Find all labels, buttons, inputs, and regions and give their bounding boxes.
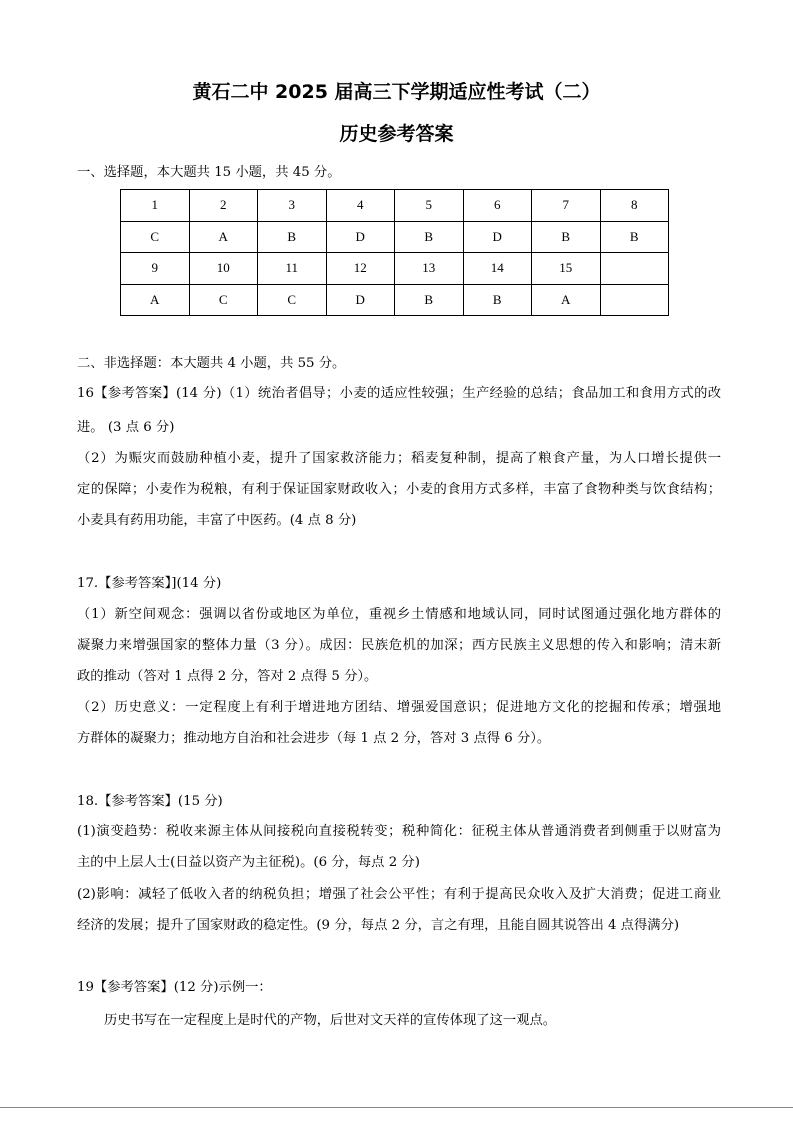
answer-cell: C	[121, 221, 190, 253]
question-number-cell: 15	[532, 253, 601, 285]
answer-cell	[600, 284, 669, 316]
question-number-row	[121, 253, 669, 285]
answer-cell: B	[463, 284, 532, 316]
answer-cell: B	[532, 221, 601, 253]
answer-cell: C	[258, 284, 327, 316]
question-number-cell: 2	[189, 190, 258, 222]
q16-line-1: 16【参考答案】(14 分)（1）统治者倡导；小麦的适应性较强；生产经验的总结；食品加工和食用方式的改	[77, 386, 721, 401]
q18-heading: 18.【参考答案】(15 分)	[77, 794, 223, 809]
q17-line-1: （1）新空间观念：强调以省份或地区为单位，重视乡土情感和地域认同，同时试图通过强化地方群体的	[77, 607, 721, 622]
q16-line-5: 小麦具有药用功能，丰富了中医药。(4 点 8 分)	[77, 513, 357, 528]
section2-heading: 二、非选择题：本大题共 4 小题，共 55 分。	[77, 356, 346, 371]
question-number-cell: 1	[121, 190, 190, 222]
question-number-cell: 8	[600, 190, 669, 222]
section1-heading: 一、选择题，本大题共 15 小题，共 45 分。	[77, 165, 341, 180]
answer-row	[121, 221, 669, 253]
q18-line-2: 主的中上层人士(日益以资产为主征税)。(6 分，每点 2 分)	[77, 855, 420, 870]
q17-line-4: （2）历史意义：一定程度上有利于增进地方团结、增强爱国意识；促进地方文化的挖掘和传承；增强地	[77, 700, 721, 715]
question-number-cell: 6	[463, 190, 532, 222]
answer-cell: B	[258, 221, 327, 253]
question-number-cell: 9	[121, 253, 190, 285]
answer-cell: A	[532, 284, 601, 316]
answer-cell: B	[395, 221, 464, 253]
answer-cell: B	[600, 221, 669, 253]
answer-cell: D	[463, 221, 532, 253]
question-number-cell: 3	[258, 190, 327, 222]
answer-cell: D	[326, 284, 395, 316]
question-number-cell: 4	[326, 190, 395, 222]
q16-line-2: 进。 (3 点 6 分)	[77, 420, 175, 435]
answer-cell: D	[326, 221, 395, 253]
q17-line-3: 政的推动（答对 1 点得 2 分，答对 2 点得 5 分）。	[77, 669, 378, 684]
question-number-cell: 12	[326, 253, 395, 285]
q18-line-4: 经济的发展；提升了国家财政的稳定性。(9 分，每点 2 分，言之有理，且能自圆其说答出 4 点得满分)	[77, 918, 680, 933]
q17-line-5: 方群体的凝聚力；推动地方自治和社会进步（每 1 点 2 分，答对 3 点得 6 分）。	[77, 731, 551, 746]
answer-cell: A	[189, 221, 258, 253]
question-number-cell: 14	[463, 253, 532, 285]
answer-cell: B	[395, 284, 464, 316]
q17-heading: 17.【参考答案】](14 分)	[77, 576, 222, 591]
answer-cell: A	[121, 284, 190, 316]
question-number-cell: 13	[395, 253, 464, 285]
question-number-row	[121, 190, 669, 222]
question-number-cell: 11	[258, 253, 327, 285]
q16-line-4: 定的保障；小麦作为税粮，有利于保证国家财政收入；小麦的食用方式多样，丰富了食物种类与饮食结构；	[77, 482, 721, 497]
q19-line-1: 历史书写在一定程度上是时代的产物，后世对文天祥的宣传体现了这一观点。	[104, 1013, 557, 1028]
q18-line-3: (2)影响：减轻了低收入者的纳税负担；增强了社会公平性；有利于提高民众收入及扩大消费；促进工商业	[77, 887, 721, 902]
answer-cell: C	[189, 284, 258, 316]
q16-line-3: （2）为赈灾而鼓励种植小麦，提升了国家救济能力；稻麦复种制，提高了粮食产量，为人口增长提供一	[77, 451, 721, 466]
question-number-cell: 10	[189, 253, 258, 285]
q18-line-1: (1)演变趋势：税收来源主体从间接税向直接税转变；税种简化：征税主体从普通消费者到侧重于以财富为	[77, 824, 721, 839]
page-subtitle: 历史参考答案	[339, 123, 454, 145]
question-number-cell: 7	[532, 190, 601, 222]
q17-line-2: 凝聚力来增强国家的整体力量（3 分）。成因：民族危机的加深；西方民族主义思想的传入和影响；清末新	[77, 638, 721, 653]
page-title: 黄石二中 2025 届高三下学期适应性考试（二）	[192, 81, 601, 103]
answer-row	[121, 284, 669, 316]
page-bottom-rule	[0, 1107, 793, 1108]
question-number-cell	[600, 253, 669, 285]
answer-table	[120, 189, 669, 316]
question-number-cell: 5	[395, 190, 464, 222]
q19-heading: 19【参考答案】(12 分)示例一：	[77, 980, 272, 995]
